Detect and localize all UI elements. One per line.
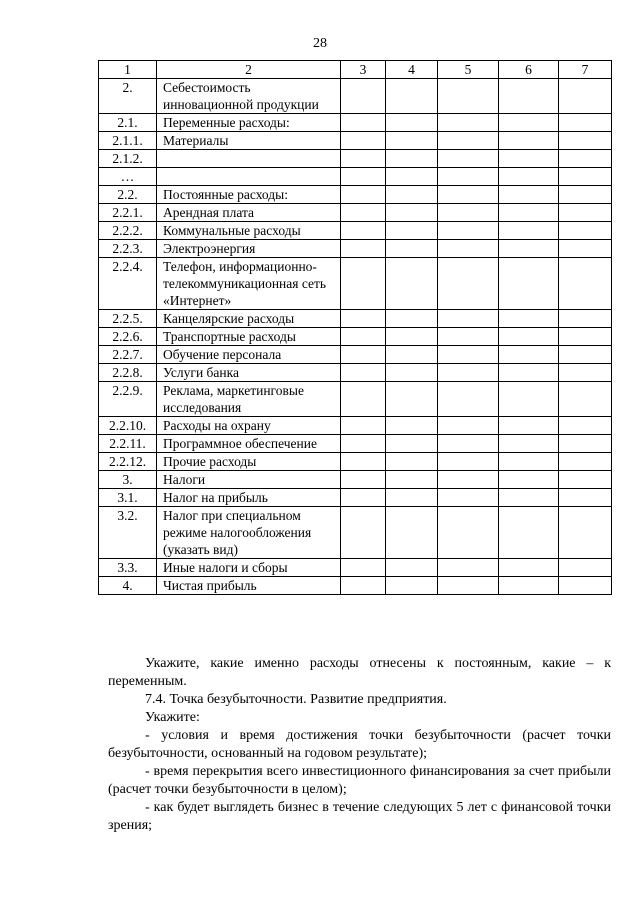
value-cell bbox=[559, 417, 612, 435]
value-cell bbox=[438, 132, 499, 150]
value-cell bbox=[438, 168, 499, 186]
value-cell bbox=[386, 577, 438, 595]
header-cell: 2 bbox=[157, 61, 341, 79]
value-cell bbox=[559, 453, 612, 471]
value-cell bbox=[559, 489, 612, 507]
value-cell bbox=[438, 489, 499, 507]
value-cell bbox=[386, 417, 438, 435]
table-row bbox=[99, 328, 612, 346]
table-header-row bbox=[99, 61, 612, 79]
row-number-cell: 2.2.5. bbox=[99, 310, 157, 328]
value-cell bbox=[386, 240, 438, 258]
value-cell bbox=[386, 328, 438, 346]
table-row bbox=[99, 79, 612, 114]
row-label-cell: Программное обеспечение bbox=[157, 435, 341, 453]
row-number-cell: 2.2.6. bbox=[99, 328, 157, 346]
value-cell bbox=[438, 186, 499, 204]
table-row bbox=[99, 559, 612, 577]
value-cell bbox=[559, 346, 612, 364]
table-row bbox=[99, 168, 612, 186]
value-cell bbox=[341, 364, 386, 382]
table-row bbox=[99, 382, 612, 417]
table-row bbox=[99, 453, 612, 471]
table-row bbox=[99, 507, 612, 559]
row-number-cell: 2.2.3. bbox=[99, 240, 157, 258]
value-cell bbox=[386, 382, 438, 417]
value-cell bbox=[341, 114, 386, 132]
value-cell bbox=[499, 240, 559, 258]
value-cell bbox=[341, 150, 386, 168]
row-number-cell: 2.2.2. bbox=[99, 222, 157, 240]
value-cell bbox=[559, 435, 612, 453]
value-cell bbox=[559, 507, 612, 559]
value-cell bbox=[559, 471, 612, 489]
value-cell bbox=[386, 150, 438, 168]
value-cell bbox=[341, 346, 386, 364]
value-cell bbox=[341, 417, 386, 435]
page-number: 28 bbox=[313, 36, 327, 51]
row-number-cell: 2.2.8. bbox=[99, 364, 157, 382]
row-label-cell: Материалы bbox=[157, 132, 341, 150]
header-cell: 3 bbox=[341, 61, 386, 79]
header-cell: 6 bbox=[499, 61, 559, 79]
table-row bbox=[99, 489, 612, 507]
header-cell: 1 bbox=[99, 61, 157, 79]
value-cell bbox=[559, 310, 612, 328]
row-number-cell: 2.2.4. bbox=[99, 258, 157, 310]
value-cell bbox=[386, 453, 438, 471]
table-row bbox=[99, 240, 612, 258]
row-number-cell: 2.2. bbox=[99, 186, 157, 204]
value-cell bbox=[499, 489, 559, 507]
value-cell bbox=[438, 507, 499, 559]
value-cell bbox=[438, 453, 499, 471]
value-cell bbox=[341, 168, 386, 186]
value-cell bbox=[499, 346, 559, 364]
value-cell bbox=[341, 577, 386, 595]
list-item: - как будет выглядеть бизнес в течение следующих 5 лет с финансовой точки зрения; bbox=[108, 800, 611, 833]
value-cell bbox=[341, 310, 386, 328]
value-cell bbox=[386, 346, 438, 364]
value-cell bbox=[499, 417, 559, 435]
value-cell bbox=[499, 559, 559, 577]
row-number-cell: 3.2. bbox=[99, 507, 157, 559]
row-label-cell: Расходы на охрану bbox=[157, 417, 341, 435]
value-cell bbox=[386, 114, 438, 132]
value-cell bbox=[341, 186, 386, 204]
value-cell bbox=[438, 471, 499, 489]
row-number-cell: … bbox=[99, 168, 157, 186]
value-cell bbox=[499, 471, 559, 489]
value-cell bbox=[341, 240, 386, 258]
row-number-cell: 2.2.12. bbox=[99, 453, 157, 471]
value-cell bbox=[499, 453, 559, 471]
value-cell bbox=[499, 222, 559, 240]
value-cell bbox=[438, 114, 499, 132]
section-heading: 7.4. Точка безубыточности. Развитие предприятия. bbox=[145, 692, 447, 707]
row-label-cell: Постоянные расходы: bbox=[157, 186, 341, 204]
value-cell bbox=[559, 168, 612, 186]
value-cell bbox=[341, 204, 386, 222]
row-label-cell: Электроэнергия bbox=[157, 240, 341, 258]
value-cell bbox=[438, 310, 499, 328]
value-cell bbox=[386, 168, 438, 186]
table-row bbox=[99, 132, 612, 150]
value-cell bbox=[341, 489, 386, 507]
row-label-cell: Телефон, информационно-телекоммуникационная сеть «Интернет» bbox=[157, 258, 341, 310]
table-row bbox=[99, 222, 612, 240]
row-number-cell: 2.1. bbox=[99, 114, 157, 132]
value-cell bbox=[499, 168, 559, 186]
value-cell bbox=[341, 453, 386, 471]
row-number-cell: 2. bbox=[99, 79, 157, 114]
table-row bbox=[99, 364, 612, 382]
value-cell bbox=[341, 79, 386, 114]
value-cell bbox=[341, 435, 386, 453]
value-cell bbox=[438, 79, 499, 114]
value-cell bbox=[559, 132, 612, 150]
value-cell bbox=[559, 186, 612, 204]
value-cell bbox=[499, 435, 559, 453]
value-cell bbox=[499, 310, 559, 328]
value-cell bbox=[386, 507, 438, 559]
header-cell: 4 bbox=[386, 61, 438, 79]
table-row bbox=[99, 417, 612, 435]
header-cell: 7 bbox=[559, 61, 612, 79]
row-number-cell: 4. bbox=[99, 577, 157, 595]
row-number-cell: 2.1.1. bbox=[99, 132, 157, 150]
value-cell bbox=[438, 346, 499, 364]
value-cell bbox=[438, 435, 499, 453]
value-cell bbox=[559, 559, 612, 577]
value-cell bbox=[438, 204, 499, 222]
financial-plan-table bbox=[98, 60, 612, 595]
value-cell bbox=[386, 79, 438, 114]
row-label-cell: Налог при специальном режиме налогообложения (указать вид) bbox=[157, 507, 341, 559]
value-cell bbox=[386, 204, 438, 222]
value-cell bbox=[341, 382, 386, 417]
table-row bbox=[99, 435, 612, 453]
row-label-cell bbox=[157, 168, 341, 186]
body-text bbox=[108, 655, 611, 835]
value-cell bbox=[559, 222, 612, 240]
row-label-cell: Иные налоги и сборы bbox=[157, 559, 341, 577]
row-label-cell: Переменные расходы: bbox=[157, 114, 341, 132]
table-row bbox=[99, 346, 612, 364]
value-cell bbox=[386, 310, 438, 328]
value-cell bbox=[499, 258, 559, 310]
paragraph: Укажите: bbox=[145, 710, 200, 725]
value-cell bbox=[499, 328, 559, 346]
row-label-cell: Налог на прибыль bbox=[157, 489, 341, 507]
value-cell bbox=[438, 150, 499, 168]
value-cell bbox=[386, 471, 438, 489]
value-cell bbox=[438, 559, 499, 577]
value-cell bbox=[499, 132, 559, 150]
value-cell bbox=[386, 489, 438, 507]
table-body bbox=[99, 61, 612, 595]
value-cell bbox=[499, 204, 559, 222]
value-cell bbox=[341, 328, 386, 346]
value-cell bbox=[559, 258, 612, 310]
value-cell bbox=[386, 186, 438, 204]
value-cell bbox=[499, 114, 559, 132]
value-cell bbox=[386, 364, 438, 382]
value-cell bbox=[559, 204, 612, 222]
table-row bbox=[99, 114, 612, 132]
row-label-cell: Услуги банка bbox=[157, 364, 341, 382]
row-number-cell: 2.2.10. bbox=[99, 417, 157, 435]
row-number-cell: 2.1.2. bbox=[99, 150, 157, 168]
value-cell bbox=[341, 559, 386, 577]
list-item: - время перекрытия всего инвестиционного финансирования за счет прибыли (расчет точки безубыточности в целом); bbox=[108, 764, 611, 797]
value-cell bbox=[559, 364, 612, 382]
value-cell bbox=[559, 79, 612, 114]
row-label-cell bbox=[157, 150, 341, 168]
value-cell bbox=[341, 471, 386, 489]
row-label-cell: Канцелярские расходы bbox=[157, 310, 341, 328]
value-cell bbox=[341, 222, 386, 240]
value-cell bbox=[438, 364, 499, 382]
value-cell bbox=[559, 328, 612, 346]
value-cell bbox=[386, 435, 438, 453]
row-label-cell: Чистая прибыль bbox=[157, 577, 341, 595]
table-row bbox=[99, 310, 612, 328]
table-row bbox=[99, 471, 612, 489]
row-number-cell: 2.2.11. bbox=[99, 435, 157, 453]
value-cell bbox=[559, 114, 612, 132]
row-number-cell: 2.2.1. bbox=[99, 204, 157, 222]
row-label-cell: Прочие расходы bbox=[157, 453, 341, 471]
table-row bbox=[99, 186, 612, 204]
value-cell bbox=[341, 258, 386, 310]
value-cell bbox=[499, 364, 559, 382]
row-number-cell: 3.1. bbox=[99, 489, 157, 507]
header-cell: 5 bbox=[438, 61, 499, 79]
value-cell bbox=[559, 382, 612, 417]
value-cell bbox=[438, 417, 499, 435]
table-row bbox=[99, 577, 612, 595]
paragraph: Укажите, какие именно расходы отнесены к постоянным, какие – к переменным. bbox=[108, 656, 611, 689]
table-row bbox=[99, 258, 612, 310]
table-row bbox=[99, 204, 612, 222]
value-cell bbox=[438, 222, 499, 240]
row-label-cell: Обучение персонала bbox=[157, 346, 341, 364]
value-cell bbox=[499, 186, 559, 204]
value-cell bbox=[341, 507, 386, 559]
row-label-cell: Налоги bbox=[157, 471, 341, 489]
row-label-cell: Арендная плата bbox=[157, 204, 341, 222]
row-number-cell: 2.2.7. bbox=[99, 346, 157, 364]
value-cell bbox=[438, 577, 499, 595]
value-cell bbox=[438, 240, 499, 258]
row-number-cell: 3.3. bbox=[99, 559, 157, 577]
value-cell bbox=[499, 79, 559, 114]
value-cell bbox=[386, 258, 438, 310]
table-row bbox=[99, 150, 612, 168]
value-cell bbox=[499, 150, 559, 168]
value-cell bbox=[386, 222, 438, 240]
value-cell bbox=[499, 577, 559, 595]
value-cell bbox=[559, 240, 612, 258]
row-number-cell: 3. bbox=[99, 471, 157, 489]
value-cell bbox=[341, 132, 386, 150]
value-cell bbox=[559, 150, 612, 168]
value-cell bbox=[386, 559, 438, 577]
list-item: - условия и время достижения точки безубыточности (расчет точки безубыточности, основанный на годовом результате); bbox=[108, 728, 611, 761]
value-cell bbox=[438, 328, 499, 346]
value-cell bbox=[499, 382, 559, 417]
row-label-cell: Коммунальные расходы bbox=[157, 222, 341, 240]
value-cell bbox=[499, 507, 559, 559]
row-number-cell: 2.2.9. bbox=[99, 382, 157, 417]
value-cell bbox=[386, 132, 438, 150]
value-cell bbox=[438, 258, 499, 310]
row-label-cell: Транспортные расходы bbox=[157, 328, 341, 346]
row-label-cell: Себестоимость инновационной продукции bbox=[157, 79, 341, 114]
value-cell bbox=[559, 577, 612, 595]
row-label-cell: Реклама, маркетинговые исследования bbox=[157, 382, 341, 417]
value-cell bbox=[438, 382, 499, 417]
